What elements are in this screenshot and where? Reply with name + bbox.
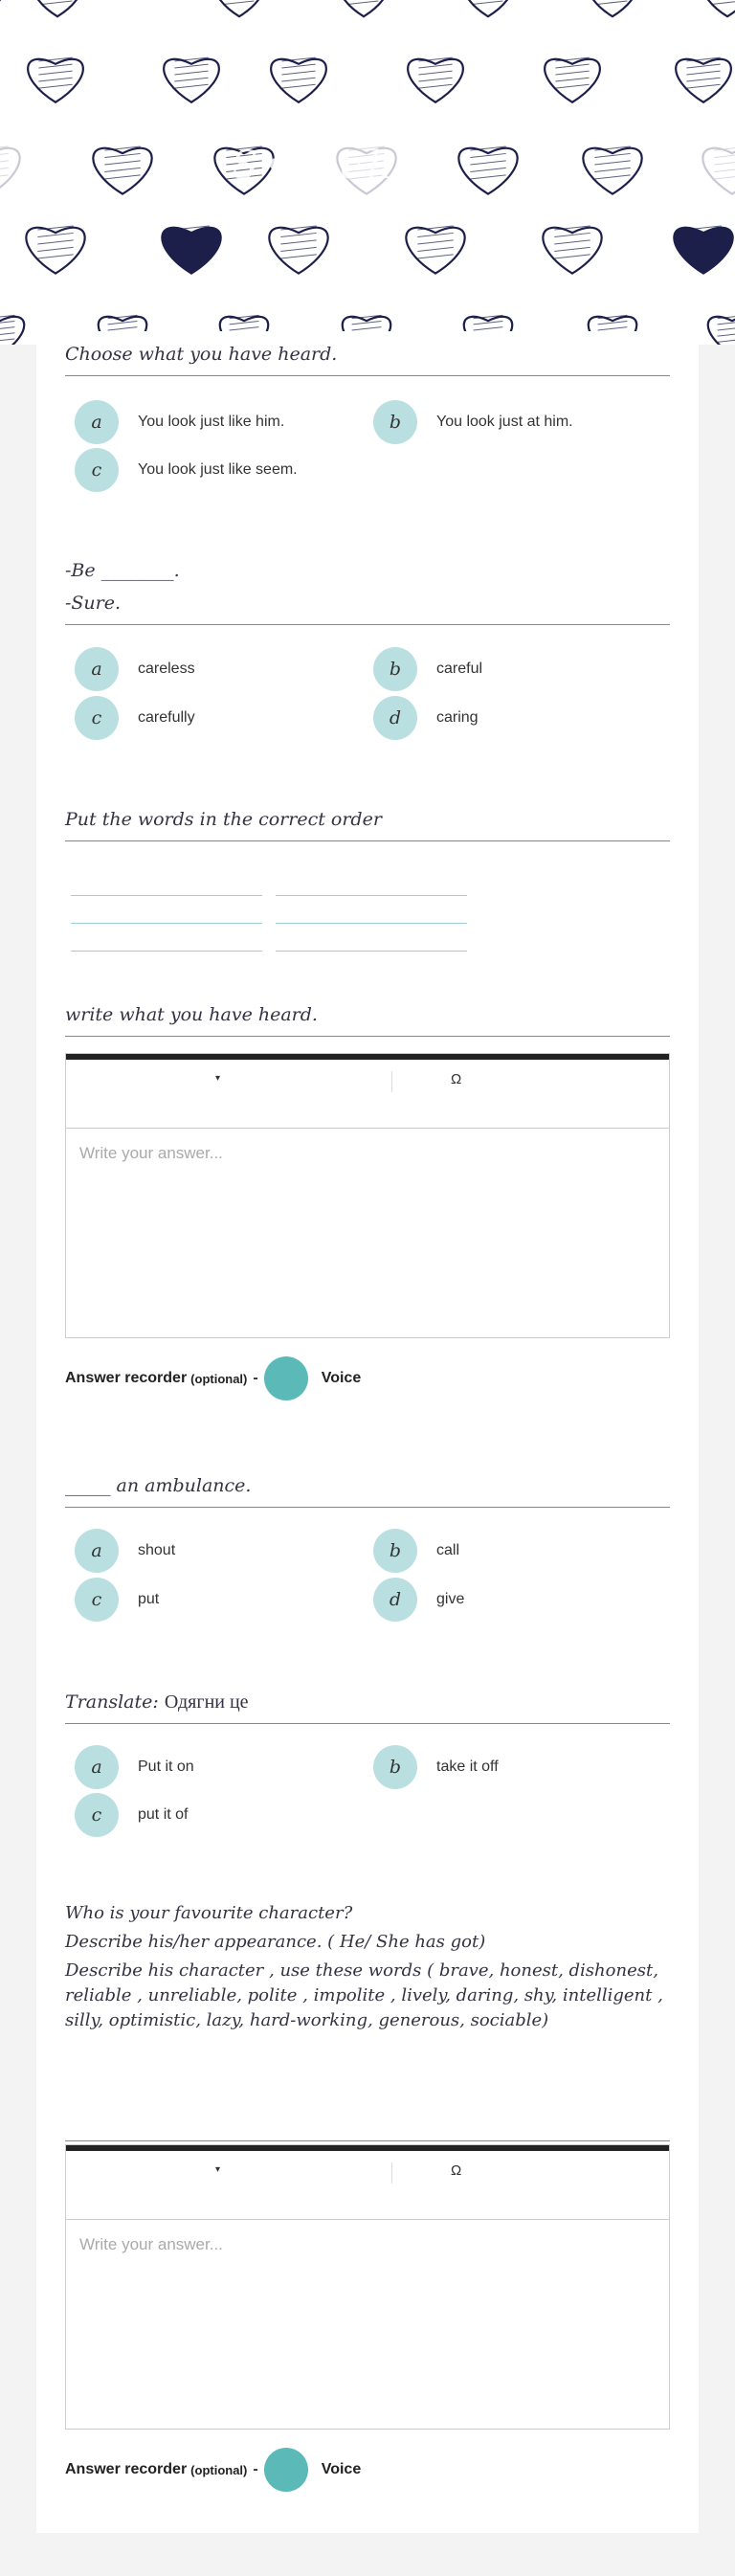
option-text: give xyxy=(436,1591,465,1607)
option-text: put it of xyxy=(138,1806,189,1823)
option-text: call xyxy=(436,1542,460,1558)
heart-decoration xyxy=(0,148,20,194)
editor-toolbar xyxy=(66,1060,669,1129)
heart-decoration xyxy=(674,228,732,274)
question-title: write what you have heard. xyxy=(65,1004,318,1025)
option-a[interactable] xyxy=(75,1529,175,1573)
heart-decoration xyxy=(164,59,219,102)
option-text: You look just like him. xyxy=(138,414,285,430)
option-text: caring xyxy=(436,709,479,726)
option-a[interactable] xyxy=(75,400,284,444)
word-slot[interactable] xyxy=(276,883,467,896)
option-c[interactable] xyxy=(75,1578,159,1622)
question-line: -Sure. xyxy=(65,593,122,614)
option-b[interactable] xyxy=(373,400,573,444)
option-c[interactable] xyxy=(75,696,195,740)
option-letter: b xyxy=(373,1745,417,1789)
heart-decoration xyxy=(162,228,220,274)
hearts-header-banner xyxy=(0,0,735,345)
heart-decoration xyxy=(406,228,464,274)
word-slot[interactable] xyxy=(71,910,262,924)
worksheet-card xyxy=(36,331,699,2533)
option-letter: a xyxy=(75,1745,119,1789)
special-characters-icon[interactable]: Ω xyxy=(451,2162,462,2179)
editor-toolbar xyxy=(66,2151,669,2220)
option-text: carefully xyxy=(138,709,195,726)
option-letter: c xyxy=(75,1793,119,1837)
toolbar-separator xyxy=(391,2162,392,2184)
divider xyxy=(65,624,670,625)
option-c[interactable] xyxy=(75,1793,188,1837)
word-slot[interactable] xyxy=(276,938,467,952)
heart-decoration xyxy=(271,59,326,102)
question-4 xyxy=(65,1001,670,1037)
question-title: Choose what you have heard. xyxy=(65,344,338,365)
option-letter: c xyxy=(75,1578,119,1622)
option-letter: a xyxy=(75,400,119,444)
option-text: You look just like seem. xyxy=(138,461,298,478)
option-letter: b xyxy=(373,400,417,444)
answer-input[interactable] xyxy=(79,2235,656,2413)
option-text: shout xyxy=(138,1542,176,1558)
option-c[interactable] xyxy=(75,448,298,492)
question-line: -Be ________. xyxy=(65,560,180,581)
option-text: Put it on xyxy=(138,1758,194,1775)
heart-decoration xyxy=(26,228,84,274)
option-text: careful xyxy=(436,661,483,677)
record-button[interactable] xyxy=(264,2448,308,2492)
option-d[interactable] xyxy=(373,696,479,740)
heart-decoration xyxy=(583,148,641,194)
translate-prefix: Translate: xyxy=(65,1691,159,1713)
question-7 xyxy=(65,1901,670,2033)
word-slot[interactable] xyxy=(71,883,262,896)
heart-decoration xyxy=(458,148,517,194)
question-title: Put the words in the correct order xyxy=(65,809,382,830)
translate-word: Одягни це xyxy=(164,1691,249,1713)
heart-decoration xyxy=(676,59,731,102)
record-button[interactable] xyxy=(264,1356,308,1400)
chevron-down-icon[interactable]: ▾ xyxy=(215,2164,221,2175)
option-b[interactable] xyxy=(373,647,482,691)
heart-decoration xyxy=(408,59,463,102)
question-title: _____ an ambulance. xyxy=(65,1475,252,1496)
divider xyxy=(65,1723,670,1724)
answer-editor xyxy=(65,1053,670,1338)
heart-decoration xyxy=(28,59,83,102)
option-a[interactable] xyxy=(75,647,195,691)
question-6 xyxy=(65,1689,670,1724)
recorder-optional-tag: (optional) xyxy=(190,2462,248,2477)
question-5 xyxy=(65,1472,670,1508)
special-characters-icon[interactable]: Ω xyxy=(451,1071,462,1087)
option-text: careless xyxy=(138,661,195,677)
question-line: Describe his/her appearance. ( He/ She has got) xyxy=(65,1932,486,1952)
option-b[interactable] xyxy=(373,1745,499,1789)
option-d[interactable] xyxy=(373,1578,464,1622)
recorder-dash: - xyxy=(253,1370,258,1386)
divider xyxy=(65,1507,670,1508)
recorder-optional-tag: (optional) xyxy=(190,1371,248,1386)
option-letter: a xyxy=(75,1529,119,1573)
option-letter: c xyxy=(75,696,119,740)
heart-decoration xyxy=(93,148,151,194)
option-text: put xyxy=(138,1591,160,1607)
divider xyxy=(65,2140,670,2141)
heart-decoration xyxy=(0,0,5,16)
word-slot[interactable] xyxy=(71,938,262,952)
option-letter: d xyxy=(373,1578,417,1622)
voice-label: Voice xyxy=(321,2461,362,2477)
editor-text-area[interactable] xyxy=(66,2220,669,2429)
chevron-down-icon[interactable]: ▾ xyxy=(215,1073,221,1084)
recorder-label: Answer recorder xyxy=(65,2461,188,2477)
question-1 xyxy=(65,341,670,376)
toolbar-separator xyxy=(391,1071,392,1092)
recorder-label: Answer recorder xyxy=(65,1370,188,1386)
divider xyxy=(65,840,670,841)
option-letter: b xyxy=(373,647,417,691)
heart-decoration xyxy=(269,228,327,274)
divider xyxy=(65,1036,670,1037)
answer-editor xyxy=(65,2144,670,2430)
answer-recorder xyxy=(65,1355,361,1401)
recorder-dash: - xyxy=(253,2461,258,2477)
question-2 xyxy=(65,557,670,625)
question-line: Who is your favourite character? xyxy=(65,1903,353,1923)
question-3 xyxy=(65,806,670,841)
option-letter: d xyxy=(373,696,417,740)
divider xyxy=(65,375,670,376)
heart-decoration xyxy=(545,59,600,102)
voice-label: Voice xyxy=(321,1370,362,1386)
question-line: Describe his character , use these words ( brave, honest, dishonest, reliable , unreliable, polite , impolite , lively, daring, shy, intelligent , silly, optimistic, lazy, hard-working, generous, sociable) xyxy=(65,1960,663,2030)
option-letter: b xyxy=(373,1529,417,1573)
question-title xyxy=(65,1689,670,1715)
faded-watermark-text: S• hchan xyxy=(232,144,457,188)
answer-input[interactable] xyxy=(79,1144,656,1322)
option-text: You look just at him. xyxy=(436,414,573,430)
option-text: take it off xyxy=(436,1758,499,1775)
option-letter: c xyxy=(75,448,119,492)
option-letter: a xyxy=(75,647,119,691)
heart-decoration xyxy=(543,228,601,274)
editor-text-area[interactable] xyxy=(66,1129,669,1337)
word-slot[interactable] xyxy=(276,910,467,924)
answer-recorder xyxy=(65,2447,361,2493)
option-a[interactable] xyxy=(75,1745,194,1789)
option-b[interactable] xyxy=(373,1529,459,1573)
